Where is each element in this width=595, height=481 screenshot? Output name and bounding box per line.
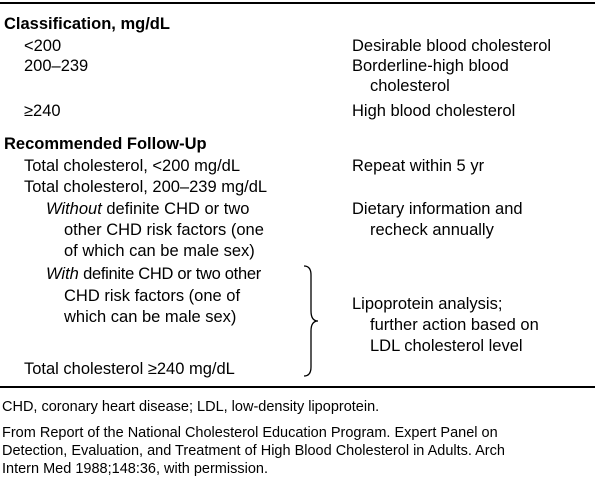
with-line1 [46, 264, 261, 284]
footnote-source-1: From Report of the National Cholesterol Education Program. Expert Panel on [2, 425, 498, 441]
lipo-line1: Lipoprotein analysis; [352, 295, 503, 313]
footnote-source-2: Detection, Evaluation, and Treatment of High Blood Cholesterol in Adults. Arch [2, 443, 505, 459]
footnote-abbrev: CHD, coronary heart disease; LDL, low-density lipoprotein. [2, 399, 380, 415]
class-label-high: High blood cholesterol [352, 102, 516, 120]
class-value-borderline: 200–239 [24, 57, 89, 75]
without-right1: Dietary information and [352, 200, 523, 218]
right-brace-icon [302, 265, 322, 377]
followup-row2-left: Total cholesterol, 200–239 mg/dL [24, 178, 268, 196]
with-line1-rest: definite CHD or two other [78, 265, 261, 283]
class-label-desirable: Desirable blood cholesterol [352, 37, 552, 55]
class-value-high: ≥240 [24, 102, 61, 120]
followup-row1-right: Repeat within 5 yr [352, 157, 485, 175]
without-line2: other CHD risk factors (one [64, 221, 264, 239]
class-label-borderline-2: cholesterol [370, 77, 450, 95]
with-emph: With [46, 265, 79, 283]
class-value-desirable: <200 [24, 37, 62, 55]
without-line1-rest: definite CHD or two [101, 200, 250, 218]
classification-heading: Classification, mg/dL [4, 15, 170, 33]
with-line3: which can be male sex) [64, 308, 237, 326]
without-right2: recheck annually [370, 221, 494, 239]
lipo-line2: further action based on [370, 316, 539, 334]
bottom-rule [0, 386, 595, 388]
without-emph: Without [46, 200, 102, 218]
followup-row1-left: Total cholesterol, <200 mg/dL [24, 157, 241, 175]
top-rule [0, 2, 595, 4]
followup-ge240-left: Total cholesterol ≥240 mg/dL [24, 360, 235, 378]
without-line3: of which can be male sex) [64, 242, 255, 260]
lipo-line3: LDL cholesterol level [370, 337, 523, 355]
followup-heading: Recommended Follow-Up [4, 135, 207, 153]
without-line1 [46, 199, 249, 219]
footnote-source-3: Intern Med 1988;148:36, with permission. [2, 461, 268, 477]
with-line2: CHD risk factors (one of [64, 287, 241, 305]
class-label-borderline-1: Borderline-high blood [352, 57, 509, 75]
